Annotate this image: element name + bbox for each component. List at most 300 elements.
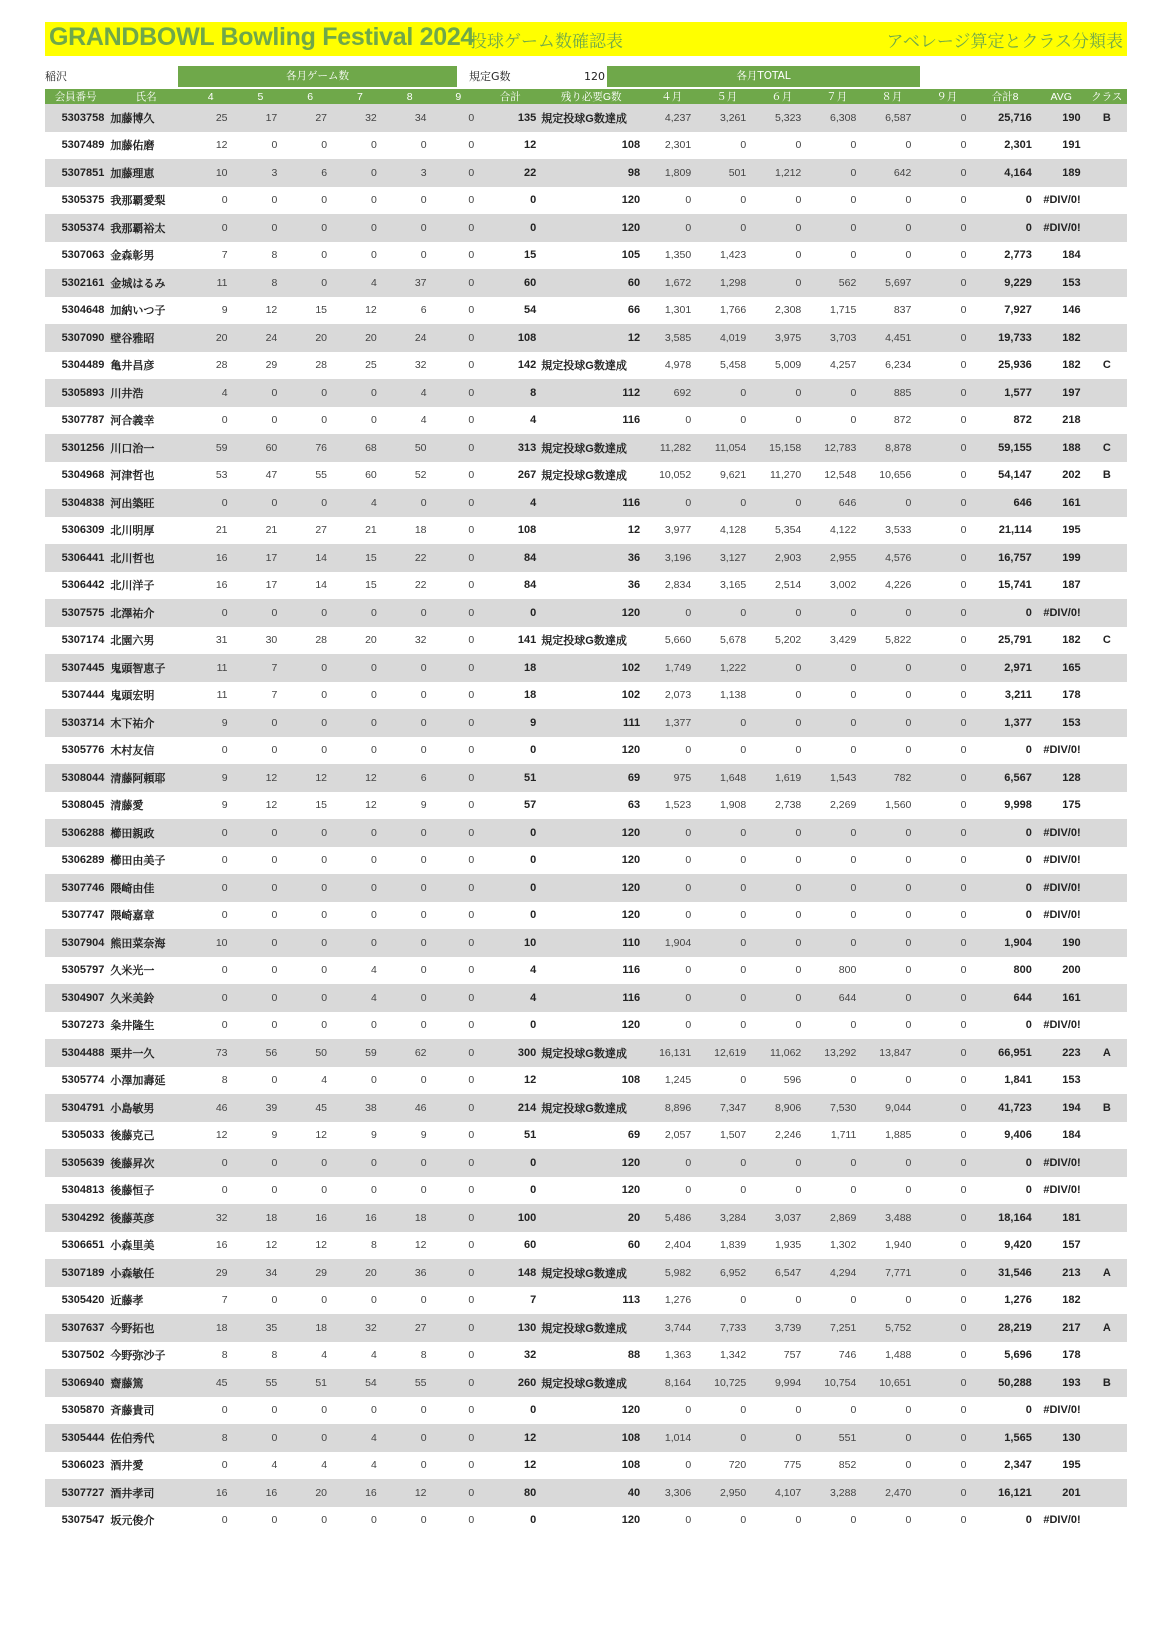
games-jul: 12 <box>335 764 385 792</box>
games-apr: 0 <box>186 599 236 627</box>
score-jun: 0 <box>795 139 802 152</box>
score-aug: 6,587 <box>864 104 919 132</box>
score-aug: 4,226 <box>885 579 912 592</box>
score-apr: 0 <box>685 194 692 207</box>
score-apr: 3,306 <box>644 1479 699 1507</box>
member-id: 5304489 <box>61 359 105 372</box>
score-jul: 12,548 <box>824 469 857 482</box>
score-may: 1,342 <box>719 1349 747 1362</box>
games-jun: 16 <box>285 1204 335 1232</box>
games-jul: 4 <box>370 1349 377 1362</box>
games-apr: 9 <box>221 799 228 812</box>
games-may: 0 <box>236 984 286 1012</box>
games-apr: 8 <box>221 1349 228 1362</box>
games-jul: 20 <box>365 634 377 647</box>
class: B <box>1087 1369 1127 1397</box>
score-apr: 0 <box>644 874 699 902</box>
games-may: 60 <box>236 434 286 462</box>
score-apr: 975 <box>644 764 699 792</box>
class <box>1087 737 1127 765</box>
member-id: 5304838 <box>45 489 106 517</box>
table-row <box>45 434 1127 462</box>
games-aug: 55 <box>385 1369 435 1397</box>
games-may: 0 <box>271 1074 278 1087</box>
score-aug: 0 <box>864 654 919 682</box>
games-apr: 0 <box>221 1019 228 1032</box>
score-jul: 0 <box>850 414 857 427</box>
score-may: 0 <box>740 1404 747 1417</box>
score-sep: 0 <box>960 414 967 427</box>
games-may: 7 <box>271 689 278 702</box>
member-id: 5307063 <box>61 249 105 262</box>
remaining-games: 69 <box>627 1129 641 1142</box>
average: 190 <box>1036 104 1087 132</box>
score-jul: 7,251 <box>809 1314 864 1342</box>
average: 191 <box>1062 139 1081 152</box>
games-total: 267 <box>517 469 537 482</box>
games-jul: 0 <box>370 1514 377 1527</box>
games-sep: 0 <box>468 1184 475 1197</box>
score-sep: 0 <box>960 1129 967 1142</box>
score-jul: 644 <box>809 984 864 1012</box>
games-total: 60 <box>524 1239 537 1252</box>
member-name: 我那覇裕太 <box>106 214 185 242</box>
score-jul: 3,429 <box>830 634 857 647</box>
games-jun: 0 <box>321 1404 328 1417</box>
remaining-games: 116 <box>622 964 641 977</box>
score-may: 1,507 <box>719 1129 747 1142</box>
page-subtitle-right: アベレージ算定とクラス分類表 <box>886 32 1123 52</box>
games-apr: 31 <box>215 634 228 647</box>
score-jul: 4,122 <box>830 524 857 537</box>
class <box>1087 1012 1127 1040</box>
games-may: 0 <box>236 709 286 737</box>
score-apr: 0 <box>685 964 692 977</box>
score-jul: 0 <box>850 1514 857 1527</box>
score-total: 31,546 <box>974 1259 1035 1287</box>
class <box>1087 957 1127 985</box>
score-may: 4,128 <box>719 524 747 537</box>
games-aug: 0 <box>420 1019 427 1032</box>
games-total: 7 <box>530 1294 537 1307</box>
member-id: 5307273 <box>61 1019 105 1032</box>
games-apr: 0 <box>221 1404 228 1417</box>
games-sep: 0 <box>435 1204 483 1232</box>
score-may: 0 <box>699 819 754 847</box>
score-sep: 0 <box>919 1094 974 1122</box>
games-aug: 0 <box>385 654 435 682</box>
score-jul: 3,288 <box>809 1479 864 1507</box>
games-sep: 0 <box>468 854 475 867</box>
score-may: 12,619 <box>699 1039 754 1067</box>
member-name: 坂元俊介 <box>110 1515 155 1528</box>
class <box>1087 1204 1127 1232</box>
score-apr: 4,237 <box>644 104 699 132</box>
average: #DIV/0! <box>1043 194 1081 207</box>
average: 193 <box>1036 1369 1087 1397</box>
games-total: 12 <box>524 1074 537 1087</box>
member-id: 5302161 <box>45 269 106 297</box>
games-may: 0 <box>236 1424 286 1452</box>
column-header: 合計8 <box>974 89 1035 104</box>
games-sep: 0 <box>435 214 483 242</box>
games-apr: 0 <box>221 1184 228 1197</box>
class: A <box>1087 1314 1127 1342</box>
score-jun: 5,009 <box>775 359 802 372</box>
games-sep: 0 <box>435 709 483 737</box>
score-jun: 0 <box>795 964 802 977</box>
member-name: 清藤愛 <box>110 800 144 813</box>
games-may: 17 <box>236 544 286 572</box>
games-jun: 15 <box>315 304 328 317</box>
games-may: 0 <box>271 1514 278 1527</box>
score-jun: 0 <box>754 654 809 682</box>
score-may: 1,423 <box>719 249 747 262</box>
score-jun: 0 <box>795 1514 802 1527</box>
games-apr: 9 <box>221 304 228 317</box>
average: #DIV/0! <box>1043 909 1081 922</box>
games-aug: 0 <box>385 874 435 902</box>
remaining-games: 120 <box>621 1019 641 1032</box>
score-may: 7,733 <box>699 1314 754 1342</box>
remaining-games: 120 <box>538 819 644 847</box>
score-total: 59,155 <box>974 434 1035 462</box>
score-jun: 6,547 <box>754 1259 809 1287</box>
score-jul: 4,294 <box>809 1259 864 1287</box>
score-apr: 8,896 <box>644 1094 699 1122</box>
score-sep: 0 <box>919 654 974 682</box>
remaining-games: 20 <box>538 1204 644 1232</box>
member-id: 5305374 <box>45 214 106 242</box>
games-may: 0 <box>271 1294 278 1307</box>
games-aug: 4 <box>385 379 435 407</box>
score-apr: 2,834 <box>664 579 692 592</box>
games-total: 84 <box>482 544 538 572</box>
score-jun: 11,062 <box>754 1039 809 1067</box>
member-name: 齋藤篤 <box>106 1369 185 1397</box>
games-aug: 0 <box>385 599 435 627</box>
score-total: 21,114 <box>998 524 1032 537</box>
score-jul: 0 <box>809 709 864 737</box>
class: A <box>1087 1259 1127 1287</box>
score-jul: 2,869 <box>809 1204 864 1232</box>
games-aug: 32 <box>414 634 427 647</box>
class <box>1087 324 1127 352</box>
score-sep: 0 <box>960 1019 967 1032</box>
score-sep: 0 <box>960 1294 967 1307</box>
member-name: 清藤阿頼耶 <box>106 764 185 792</box>
average: 178 <box>1062 689 1081 702</box>
score-total: 9,406 <box>1004 1129 1032 1142</box>
games-sep: 0 <box>468 799 475 812</box>
games-apr: 0 <box>221 909 228 922</box>
games-jul: 0 <box>370 194 377 207</box>
games-may: 0 <box>271 194 278 207</box>
score-jun: 2,246 <box>775 1129 802 1142</box>
score-may: 1,222 <box>699 654 754 682</box>
games-jul: 0 <box>370 1294 377 1307</box>
games-apr: 9 <box>186 764 236 792</box>
games-sep: 0 <box>468 249 475 262</box>
member-name: 櫛田親政 <box>106 819 185 847</box>
score-may: 3,165 <box>719 579 747 592</box>
score-sep: 0 <box>960 909 967 922</box>
games-jul: 20 <box>335 1259 385 1287</box>
remaining-games: 110 <box>538 929 644 957</box>
score-apr: 0 <box>644 819 699 847</box>
class <box>1087 929 1127 957</box>
member-id: 5303758 <box>45 104 106 132</box>
games-may: 12 <box>265 304 278 317</box>
games-total: 9 <box>482 709 538 737</box>
table-row <box>45 1012 1127 1040</box>
games-aug: 0 <box>420 1074 427 1087</box>
games-apr: 7 <box>221 249 228 262</box>
games-jul: 16 <box>335 1204 385 1232</box>
games-may: 18 <box>236 1204 286 1232</box>
score-sep: 0 <box>919 984 974 1012</box>
member-name: 北園六男 <box>110 635 155 648</box>
score-aug: 0 <box>864 214 919 242</box>
score-aug: 837 <box>893 304 912 317</box>
games-total: 313 <box>482 434 538 462</box>
score-jul: 800 <box>838 964 857 977</box>
games-jul: 60 <box>365 469 377 482</box>
score-jul: 0 <box>850 139 857 152</box>
games-jul: 0 <box>335 214 385 242</box>
games-total: 51 <box>482 764 538 792</box>
score-sep: 0 <box>960 1514 967 1527</box>
column-header: 氏名 <box>106 89 185 104</box>
member-id: 5308045 <box>61 799 105 812</box>
games-may: 0 <box>271 964 278 977</box>
score-total: 0 <box>1025 1019 1032 1032</box>
score-jun: 0 <box>795 1294 802 1307</box>
average: 201 <box>1036 1479 1087 1507</box>
member-name: 酒井愛 <box>110 1460 144 1473</box>
score-total: 6,567 <box>974 764 1035 792</box>
games-total: 8 <box>482 379 538 407</box>
class <box>1087 599 1127 627</box>
games-total: 10 <box>482 929 538 957</box>
games-may: 0 <box>271 1184 278 1197</box>
games-sep: 0 <box>435 434 483 462</box>
games-aug: 34 <box>385 104 435 132</box>
member-id: 5306023 <box>61 1459 105 1472</box>
games-sep: 0 <box>435 1039 483 1067</box>
score-total: 872 <box>1013 414 1032 427</box>
score-jul: 0 <box>850 689 857 702</box>
class <box>1087 874 1127 902</box>
games-jun: 50 <box>285 1039 335 1067</box>
games-apr: 16 <box>215 579 228 592</box>
score-aug: 0 <box>905 1404 912 1417</box>
score-total: 25,936 <box>998 359 1032 372</box>
remaining-games: 88 <box>627 1349 641 1362</box>
games-total: 4 <box>482 984 538 1012</box>
score-jun: 0 <box>754 984 809 1012</box>
member-name: 小島敏男 <box>106 1094 185 1122</box>
average: #DIV/0! <box>1043 1404 1081 1417</box>
member-id: 5308044 <box>45 764 106 792</box>
score-sep: 0 <box>960 744 967 757</box>
games-jun: 12 <box>315 1239 328 1252</box>
member-id: 5305444 <box>45 1424 106 1452</box>
score-jul: 0 <box>850 854 857 867</box>
score-jul: 3,703 <box>809 324 864 352</box>
games-sep: 0 <box>435 599 483 627</box>
average: 157 <box>1062 1239 1081 1252</box>
games-jun: 0 <box>285 874 335 902</box>
score-sep: 0 <box>919 1204 974 1232</box>
remaining-games: 規定投球G数達成 <box>538 1094 644 1122</box>
member-name: 亀井昌彦 <box>110 360 155 373</box>
score-sep: 0 <box>919 379 974 407</box>
score-jul: 0 <box>809 379 864 407</box>
games-jul: 12 <box>365 799 377 812</box>
remaining-games: 120 <box>538 214 644 242</box>
average: #DIV/0! <box>1043 744 1081 757</box>
games-aug: 3 <box>385 159 435 187</box>
average: 153 <box>1062 1074 1081 1087</box>
score-aug: 0 <box>905 249 912 262</box>
games-jun: 0 <box>285 599 335 627</box>
score-apr: 1,363 <box>664 1349 692 1362</box>
class <box>1087 132 1127 160</box>
games-sep: 0 <box>435 654 483 682</box>
games-jul: 0 <box>335 819 385 847</box>
class <box>1087 214 1127 242</box>
games-sep: 0 <box>435 324 483 352</box>
table-row <box>45 1067 1127 1095</box>
games-apr: 0 <box>186 874 236 902</box>
games-jun: 0 <box>321 1294 328 1307</box>
score-may: 0 <box>699 599 754 627</box>
table-row <box>45 1204 1127 1232</box>
games-jun: 0 <box>321 1019 328 1032</box>
score-sep: 0 <box>960 524 967 537</box>
score-total: 800 <box>1013 964 1032 977</box>
average: 182 <box>1062 634 1081 647</box>
member-name: 久米光一 <box>110 965 155 978</box>
games-may: 0 <box>236 599 286 627</box>
games-jun: 27 <box>315 524 328 537</box>
games-apr: 21 <box>215 524 228 537</box>
remaining-games: 111 <box>538 709 644 737</box>
games-may: 16 <box>236 1479 286 1507</box>
games-jun: 28 <box>315 359 328 372</box>
score-total: 0 <box>1025 909 1032 922</box>
score-may: 11,054 <box>699 434 754 462</box>
member-name: 近藤孝 <box>110 1295 144 1308</box>
score-may: 0 <box>740 194 747 207</box>
required-games-label: 規定G数 <box>469 70 511 83</box>
remaining-games: 69 <box>538 764 644 792</box>
score-total: 0 <box>974 874 1035 902</box>
score-sep: 0 <box>960 304 967 317</box>
monthly-total-band: 各月TOTAL <box>607 66 920 87</box>
table-row <box>45 847 1127 875</box>
score-jun: 3,037 <box>754 1204 809 1232</box>
games-jul: 68 <box>335 434 385 462</box>
score-sep: 0 <box>919 1149 974 1177</box>
average: #DIV/0! <box>1036 819 1087 847</box>
class <box>1087 709 1127 737</box>
games-may: 55 <box>236 1369 286 1397</box>
games-may: 0 <box>236 379 286 407</box>
score-jun: 0 <box>754 1149 809 1177</box>
score-apr: 0 <box>685 1514 692 1527</box>
class: C <box>1102 634 1111 647</box>
score-may: 3,284 <box>699 1204 754 1232</box>
column-header: 5 <box>236 89 286 104</box>
games-total: 260 <box>482 1369 538 1397</box>
score-may: 1,908 <box>719 799 747 812</box>
score-apr: 1,350 <box>664 249 692 262</box>
score-apr: 5,660 <box>664 634 692 647</box>
class <box>1087 819 1127 847</box>
score-sep: 0 <box>960 194 967 207</box>
games-apr: 25 <box>186 104 236 132</box>
games-jul: 12 <box>365 304 377 317</box>
remaining-games: 120 <box>621 1514 641 1527</box>
score-total: 16,121 <box>974 1479 1035 1507</box>
average: 165 <box>1036 654 1087 682</box>
class <box>1087 1232 1127 1260</box>
score-may: 10,725 <box>699 1369 754 1397</box>
score-may: 0 <box>740 964 747 977</box>
score-total: 7,927 <box>1004 304 1032 317</box>
score-aug: 10,656 <box>879 469 912 482</box>
member-id: 5305639 <box>45 1149 106 1177</box>
average: 146 <box>1062 304 1081 317</box>
table-row <box>45 709 1127 737</box>
class <box>1087 544 1127 572</box>
games-aug: 36 <box>385 1259 435 1287</box>
score-aug: 0 <box>905 1459 912 1472</box>
table-row <box>45 1507 1127 1535</box>
table-row <box>45 902 1127 930</box>
score-jul: 0 <box>809 654 864 682</box>
games-may: 8 <box>271 249 278 262</box>
games-total: 12 <box>524 1459 537 1472</box>
score-jun: 2,903 <box>754 544 809 572</box>
score-jul: 0 <box>850 249 857 262</box>
class <box>1087 1287 1127 1315</box>
games-jun: 0 <box>321 689 328 702</box>
score-aug: 0 <box>905 1184 912 1197</box>
remaining-games: 120 <box>621 1404 641 1417</box>
average: 128 <box>1036 764 1087 792</box>
class <box>1087 654 1127 682</box>
games-total: 60 <box>482 269 538 297</box>
member-name: 後藤克己 <box>110 1130 155 1143</box>
games-total: 0 <box>530 194 537 207</box>
games-jul: 0 <box>335 929 385 957</box>
score-may: 3,261 <box>699 104 754 132</box>
average: 181 <box>1036 1204 1087 1232</box>
table-row <box>45 572 1127 600</box>
score-sep: 0 <box>960 249 967 262</box>
score-may: 0 <box>740 414 747 427</box>
games-jun: 12 <box>315 1129 328 1142</box>
score-sep: 0 <box>919 159 974 187</box>
score-jun: 2,308 <box>775 304 802 317</box>
score-total: 2,301 <box>1004 139 1032 152</box>
member-name: 鬼頭宏明 <box>110 690 155 703</box>
games-jun: 20 <box>285 324 335 352</box>
games-jul: 0 <box>370 689 377 702</box>
